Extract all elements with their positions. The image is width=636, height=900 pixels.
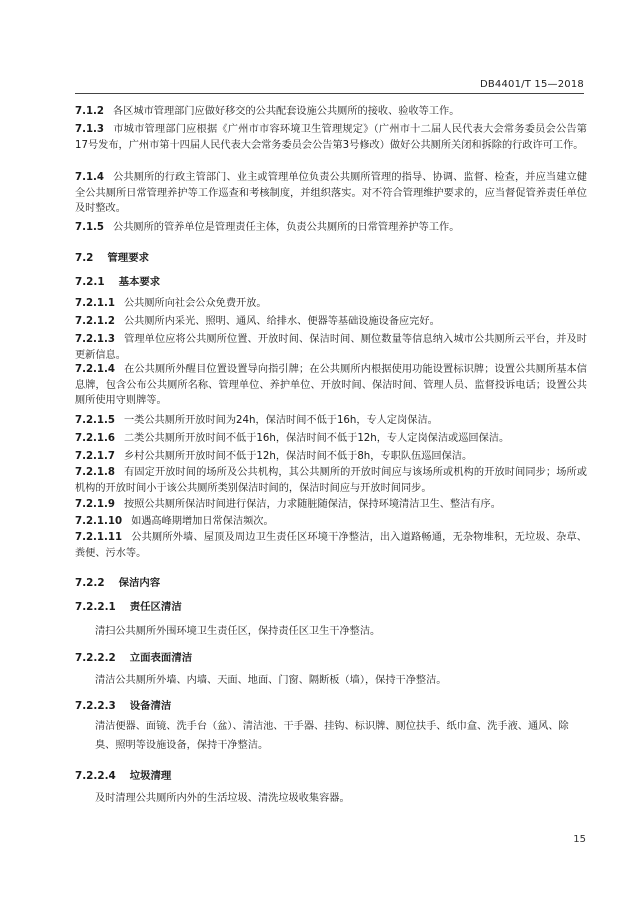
clause-7-1-2 (75, 104, 587, 120)
subsection-title: 设备清洁 (129, 700, 172, 712)
clause-number: 7.2.1.10 (75, 516, 123, 527)
clause-text: 在公共厕所外醒目位置设置导向指引牌；在公共厕所内根据使用功能设置标识牌；设置公共厕所基本信息牌，包含公布公共厕所名称、管理单位、养护单位、开放时间、保洁时间、管理人员、监督投诉电话；设置公共厕所使用守则牌等。 (75, 364, 587, 406)
clause-7-1-5 (75, 220, 587, 236)
subsection-body-7-2-2-1: 清扫公共厕所外围环境卫生责任区，保持责任区卫生干净整洁。 (95, 626, 381, 637)
page-number: 15 (573, 834, 586, 845)
clause-number: 7.1.2 (75, 106, 105, 117)
clause-7-2-1-6 (75, 431, 587, 447)
clause-number: 7.1.3 (75, 124, 105, 135)
subsection-body-7-2-2-2: 清洁公共厕所外墙、内墙、天面、地面、门窗、隔断板（墙），保持干净整洁。 (95, 675, 447, 686)
clause-7-2-1-1 (75, 296, 587, 312)
header-divider (75, 93, 584, 94)
clause-text: 二类公共厕所开放时间不低于16h，保洁时间不低于12h，专人定岗保洁或巡回保洁。 (123, 433, 510, 444)
clause-number: 7.2.1.2 (75, 316, 115, 327)
clause-text: 管理单位应将公共厕所位置、开放时间、保洁时间、厕位数量等信息纳入城市公共厕所云平台，并及时更新信息。 (75, 334, 587, 361)
subsection-title: 垃圾清理 (129, 770, 172, 782)
clause-number: 7.2.1.7 (75, 451, 115, 462)
section-title: 保洁内容 (118, 577, 161, 589)
clause-7-2-1-10 (75, 514, 587, 530)
clause-number: 7.2.1.3 (75, 334, 115, 345)
subheading-7-2-2-1 (75, 598, 182, 613)
clause-7-2-1-2 (75, 314, 587, 330)
subheading-7-2-2-4 (75, 767, 171, 782)
clause-7-2-1-4 (75, 362, 587, 409)
subsection-number: 7.2.2.3 (75, 700, 116, 712)
clause-number: 7.2.1.6 (75, 433, 115, 444)
subheading-7-2-2-2 (75, 649, 192, 664)
clause-number: 7.2.1.9 (75, 499, 115, 510)
clause-number: 7.2.1.5 (75, 415, 115, 426)
clause-7-2-1-7 (75, 449, 587, 465)
document-code-header: DB4401/T 15—2018 (479, 79, 584, 90)
subsection-title: 责任区清洁 (129, 601, 182, 613)
clause-7-2-1-8 (75, 465, 587, 496)
subsection-number: 7.2.2.2 (75, 652, 116, 664)
clause-text: 一类公共厕所开放时间为24h，保洁时间不低于16h，专人定岗保洁。 (123, 415, 438, 426)
clause-text: 公共厕所的管养单位是管理责任主体，负责公共厕所的日常管理养护等工作。 (113, 222, 460, 233)
clause-text: 市城市管理部门应根据《广州市市容环境卫生管理规定》（广州市十二届人民代表大会常务委员会公告第17号发布，广州市第十四届人民代表大会常务委员会公告第3号修改）做好公共厕所关闭和拆除的行政许可工作。 (75, 124, 587, 151)
clause-7-2-1-3 (75, 332, 587, 363)
clause-text: 公共厕所内采光、照明、通风、给排水、便器等基础设施设备应完好。 (123, 316, 440, 327)
subsection-number: 7.2.2.4 (75, 770, 116, 782)
clause-text: 各区城市管理部门应做好移交的公共配套设施公共厕所的接收、验收等工作。 (113, 106, 460, 117)
section-number: 7.2.1 (75, 276, 105, 288)
section-title: 基本要求 (118, 276, 161, 288)
section-number: 7.2.2 (75, 577, 105, 589)
clause-number: 7.2.1.11 (75, 532, 123, 543)
section-heading-7-2-2 (75, 574, 160, 589)
clause-text: 公共厕所的行政主管部门、业主或管理单位负责公共厕所管理的指导、协调、监督、检查，并应当建立健全公共厕所日常管理养护等工作巡查和考核制度，并组织落实。对不符合管理维护要求的，应当督促管养责任单位及时整改。 (75, 172, 587, 214)
clause-text: 有固定开放时间的场所及公共机构，其公共厕所的开放时间应与该场所或机构的开放时间同步；场所或机构的开放时间小于该公共厕所类别保洁时间的，保洁时间应与开放时间同步。 (75, 467, 587, 494)
section-title: 管理要求 (107, 252, 149, 264)
clause-number: 7.1.4 (75, 172, 105, 183)
clause-text: 如遇高峰期增加日常保洁频次。 (131, 516, 274, 527)
subsection-number: 7.2.2.1 (75, 601, 116, 613)
subsection-body-7-2-2-4: 及时清理公共厕所内外的生活垃圾、清洗垃圾收集容器。 (95, 793, 350, 804)
clause-number: 7.2.1.8 (75, 467, 115, 478)
section-heading-7-2-1 (75, 273, 160, 288)
clause-text: 公共厕所向社会公众免费开放。 (123, 298, 267, 309)
clause-7-2-1-5 (75, 413, 587, 429)
clause-number: 7.2.1.1 (75, 298, 115, 309)
clause-7-2-1-9 (75, 497, 587, 513)
clause-text: 乡村公共厕所开放时间不低于12h，保洁时间不低于8h，专职队伍巡回保洁。 (123, 451, 473, 462)
clause-number: 7.1.5 (75, 222, 105, 233)
clause-7-1-3 (75, 122, 587, 153)
subsection-body-7-2-2-3: 清洁便器、面镜、洗手台（盆）、清洁池、干手器、挂钩、标识牌、厕位扶手、纸巾盒、洗手液、通风、除臭、照明等设施设备，保持干净整洁。 (95, 721, 569, 751)
subsection-title: 立面表面清洁 (129, 652, 193, 664)
clause-7-2-1-11 (75, 530, 587, 561)
clause-7-1-4 (75, 170, 587, 217)
clause-text: 按照公共厕所保洁时间进行保洁，力求随脏随保洁，保持环境清洁卫生、整洁有序。 (123, 499, 501, 510)
section-number: 7.2 (75, 252, 94, 264)
clause-text: 公共厕所外墙、屋顶及周边卫生责任区环境干净整洁，出入道路畅通，无杂物堆积，无垃圾、杂草、粪便、污水等。 (75, 532, 587, 559)
clause-number: 7.2.1.4 (75, 364, 115, 375)
section-heading-7-2 (75, 249, 149, 264)
subheading-7-2-2-3 (75, 697, 171, 712)
